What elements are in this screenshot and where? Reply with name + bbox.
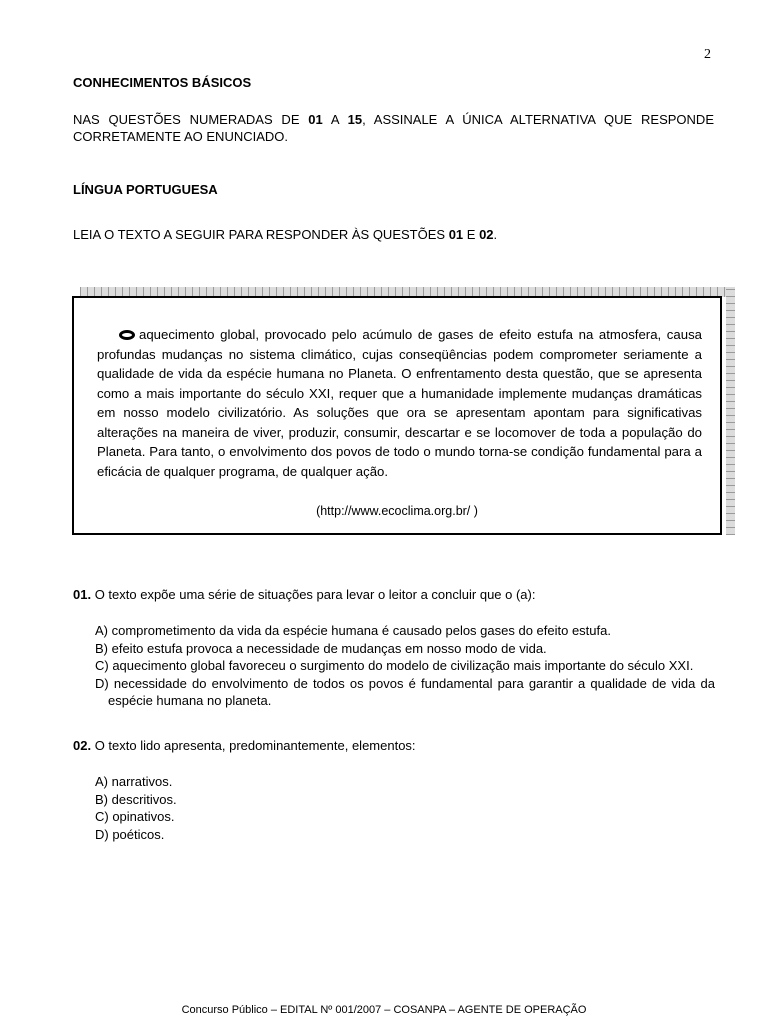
instruction-text: A — [322, 112, 348, 127]
passage-body: aquecimento global, provocado pelo acúmulo de gases de efeito estufa na atmosfera, causa profundas mudanças no sistema climático, cujas conseqüências podem comprometer seriamente a qualidade de vida da espécie humana no Planeta. O enfrentamento desta questão, que se apresenta como a mais importante do século XXI, requer que a humanidade implemente mudanças dramáticas em nosso modelo civilizatório. As soluções que ora se apresentam apontam para significativas alterações na maneira de viver, produzir, consumir, descartar e se locomover de toda a população do Planeta. Para tanto, o envolvimento dos povos de todo o mundo torna-se condição fundamental para a eficácia de qualquer programa, de qualquer ação. — [97, 327, 702, 479]
section-title-portuguese: LÍNGUA PORTUGUESA — [73, 182, 218, 197]
instruction-from-number: 01 — [308, 112, 323, 127]
instruction-text: NAS QUESTÕES NUMERADAS DE — [73, 112, 309, 127]
question-number: 02. — [73, 738, 92, 753]
option-d-continued: espécie humana no planeta. — [108, 693, 272, 708]
option-d: D) poéticos. — [95, 826, 165, 842]
option-d: D) necessidade do envolvimento de todos os povos é fundamental para garantir a qualidade de vida da — [95, 675, 715, 691]
question-stem: O texto expõe uma série de situações para levar o leitor a concluir que o (a): — [91, 587, 536, 602]
reading-instruction-text: E — [463, 227, 480, 242]
question-01-options — [95, 622, 715, 710]
instruction-line-2: CORRETAMENTE AO ENUNCIADO. — [73, 129, 289, 144]
page-footer: Concurso Público – EDITAL Nº 001/2007 – COSANPA – AGENTE DE OPERAÇÃO — [181, 1004, 587, 1016]
question-01 — [73, 587, 714, 602]
question-02 — [73, 738, 714, 753]
option-b: B) descritivos. — [95, 791, 177, 807]
instruction-to-number: 15 — [347, 112, 363, 127]
question-02-options — [95, 773, 715, 843]
option-c: C) aquecimento global favoreceu o surgimento do modelo de civilização mais importante do século XXI. — [95, 658, 694, 673]
general-instruction — [73, 111, 714, 145]
box-shadow-right — [726, 287, 735, 535]
page-number: 2 — [704, 47, 711, 62]
section-title-basic: CONHECIMENTOS BÁSICOS — [73, 75, 252, 90]
option-b: B) efeito estufa provoca a necessidade de mudanças em nosso modo de vida. — [95, 640, 547, 656]
option-a: A) narrativos. — [95, 774, 173, 789]
reading-instruction — [73, 227, 497, 242]
question-stem: O texto lido apresenta, predominantemente, elementos: — [91, 738, 416, 753]
reading-question-number: 01 — [448, 227, 464, 242]
reading-instruction-text: LEIA O TEXTO A SEGUIR PARA RESPONDER ÀS QUESTÕES — [73, 227, 449, 242]
question-number: 01. — [73, 587, 92, 602]
instruction-line-1 — [73, 111, 714, 128]
reading-instruction-text: . — [493, 227, 498, 242]
passage-source: (http://www.ecoclima.org.br/ ) — [316, 504, 478, 518]
passage-text — [97, 325, 702, 481]
reading-question-number: 02 — [479, 227, 494, 242]
passage-box — [72, 296, 722, 535]
option-c: C) opinativos. — [95, 809, 175, 824]
option-a: A) comprometimento da vida da espécie humana é causado pelos gases do efeito estufa. — [95, 623, 611, 638]
instruction-text: , ASSINALE A ÚNICA ALTERNATIVA QUE RESPONDE — [362, 112, 714, 127]
drop-cap-o — [119, 330, 135, 340]
